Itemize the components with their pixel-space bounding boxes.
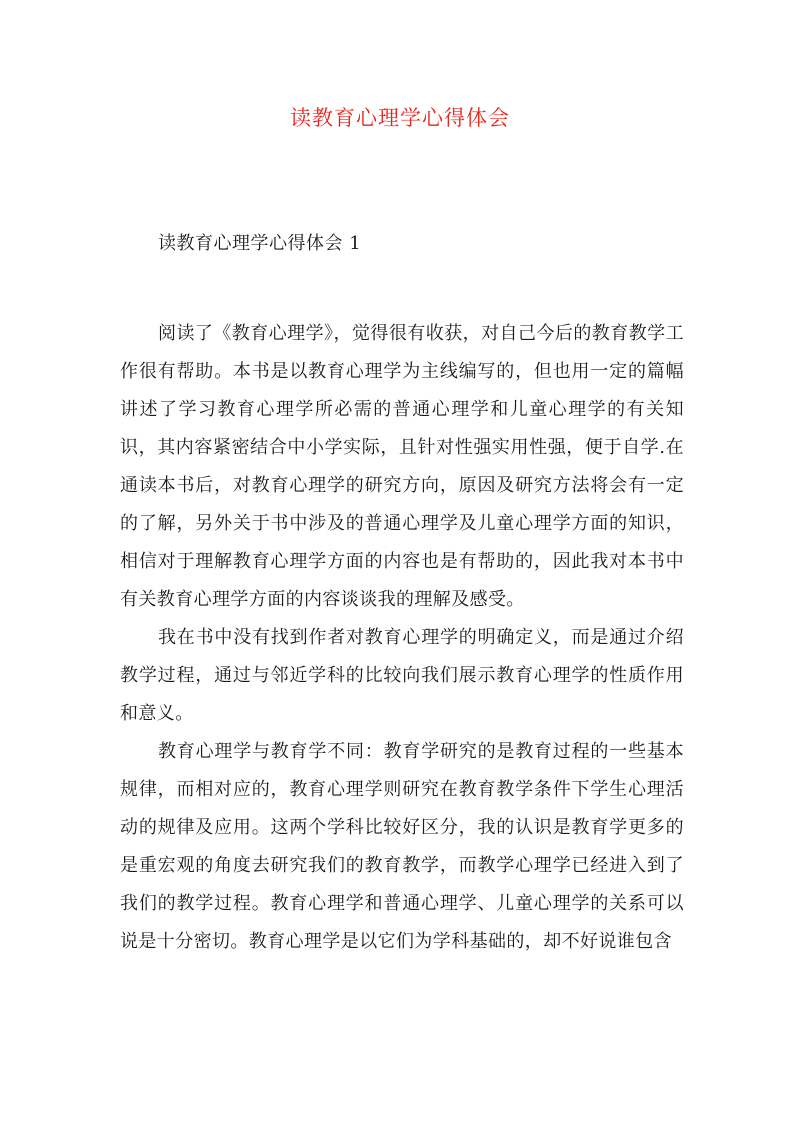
paragraph: 教育心理学与教育学不同：教育学研究的是教育过程的一些基本规律，而相对应的，教育心理学则研究在教育教学条件下学生心理活动的规律及应用。这两个学科比较好区分，我的认识是教育学更多的是重宏观的角度去研究我们的教育教学，而教学心理学已经进入到了我们的教学过程。教育心理学和普通心理学、儿童心理学的关系可以说是十分密切。教育心理学是以它们为学科基础的，却不好说谁包含 (120, 741, 684, 952)
body-text (120, 315, 684, 961)
section-heading: 读教育心理学心得体会 1 (158, 233, 362, 254)
paragraph: 我在书中没有找到作者对教育心理学的明确定义，而是通过介绍教学过程，通过与邻近学科的比较向我们展示教育心理学的性质作用和意义。 (120, 627, 684, 724)
paragraph: 阅读了《教育心理学》，觉得很有收获，对自己今后的教育教学工作很有帮助。本书是以教育心理学为主线编写的，但也用一定的篇幅讲述了学习教育心理学所必需的普通心理学和儿童心理学的有关知识，其内容紧密结合中小学实际，且针对性强实用性强，便于自学.在通读本书后，对教育心理学的研究方向，原因及研究方法将会有一定的了解，另外关于书中涉及的普通心理学及儿童心理学方面的知识，相信对于理解教育心理学方面的内容也是有帮助的，因此我对本书中有关教育心理学方面的内容谈谈我的理解及感受。 (120, 323, 684, 610)
document-title: 读教育心理学心得体会 (290, 106, 510, 130)
